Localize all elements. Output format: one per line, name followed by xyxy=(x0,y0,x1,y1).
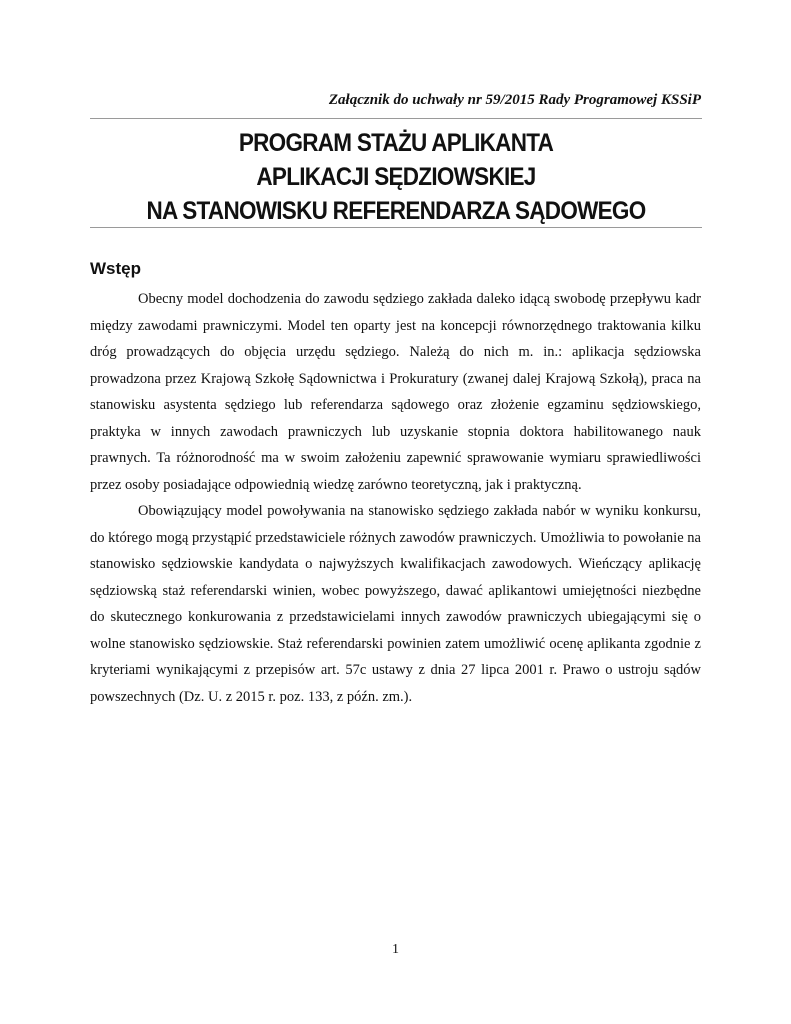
title-line-3: NA STANOWISKU REFERENDARZA SĄDOWEGO xyxy=(146,197,646,225)
page-number: 1 xyxy=(392,942,399,957)
title-top-rule xyxy=(90,118,702,119)
title-bottom-rule xyxy=(90,227,702,228)
paragraph-2: Obowiązujący model powoływania na stanowisko sędziego zakłada nabór w wyniku konkursu, do którego mogą przystąpić przedstawiciele różnych zawodów prawniczych. Umożliwia to powołanie na stanowisko sędziowskie kandydata o najwyższych kwalifikacjach zawodowych. Wieńczący aplikację sędziowską staż referendarski winien, wobec powyższego, dawać aplikantowi umiejętności niezbędne do skutecznego konkurowania z przedstawicielami innych zawodów prawniczych ubiegającymi się o wolne stanowisko sędziowskie. Staż referendarski powinien zatem umożliwić ocenę aplikanta zgodnie z kryteriami wynikającymi z przepisów art. 57c ustawy z dnia 27 lipca 2001 r. Prawo o ustroju sądów powszechnych (Dz. U. z 2015 r. poz. 133, z późn. zm.). xyxy=(90,503,701,705)
title-line-2: APLIKACJI SĘDZIOWSKIEJ xyxy=(256,163,536,191)
title-line-1: PROGRAM STAŻU APLIKANTA xyxy=(238,129,554,157)
document-title xyxy=(121,126,672,228)
section-heading: Wstęp xyxy=(90,259,141,278)
annex-note: Załącznik do uchwały nr 59/2015 Rady Programowej KSSiP xyxy=(328,92,701,108)
body-text xyxy=(90,286,701,710)
paragraph-1: Obecny model dochodzenia do zawodu sędziego zakłada daleko idącą swobodę przepływu kadr między zawodami prawniczymi. Model ten oparty jest na koncepcji równorzędnego traktowania kilku dróg prowadzących do objęcia urzędu sędziego. Należą do nich m. in.: aplikacja sędziowska prowadzona przez Krajową Szkołę Sądownictwa i Prokuratury (zwanej dalej Krajową Szkołą), praca na stanowisku asystenta sędziego lub referendarza sądowego oraz złożenie egzaminu sędziowskiego, praktyka w innych zawodach prawniczych lub uzyskanie stopnia doktora habilitowanego nauk prawnych. Ta różnorodność ma w swoim założeniu zapewnić sprawowanie wymiaru sprawiedliwości przez osoby posiadające odpowiednią wiedzę zarówno teoretyczną, jak i praktyczną. xyxy=(90,291,701,493)
